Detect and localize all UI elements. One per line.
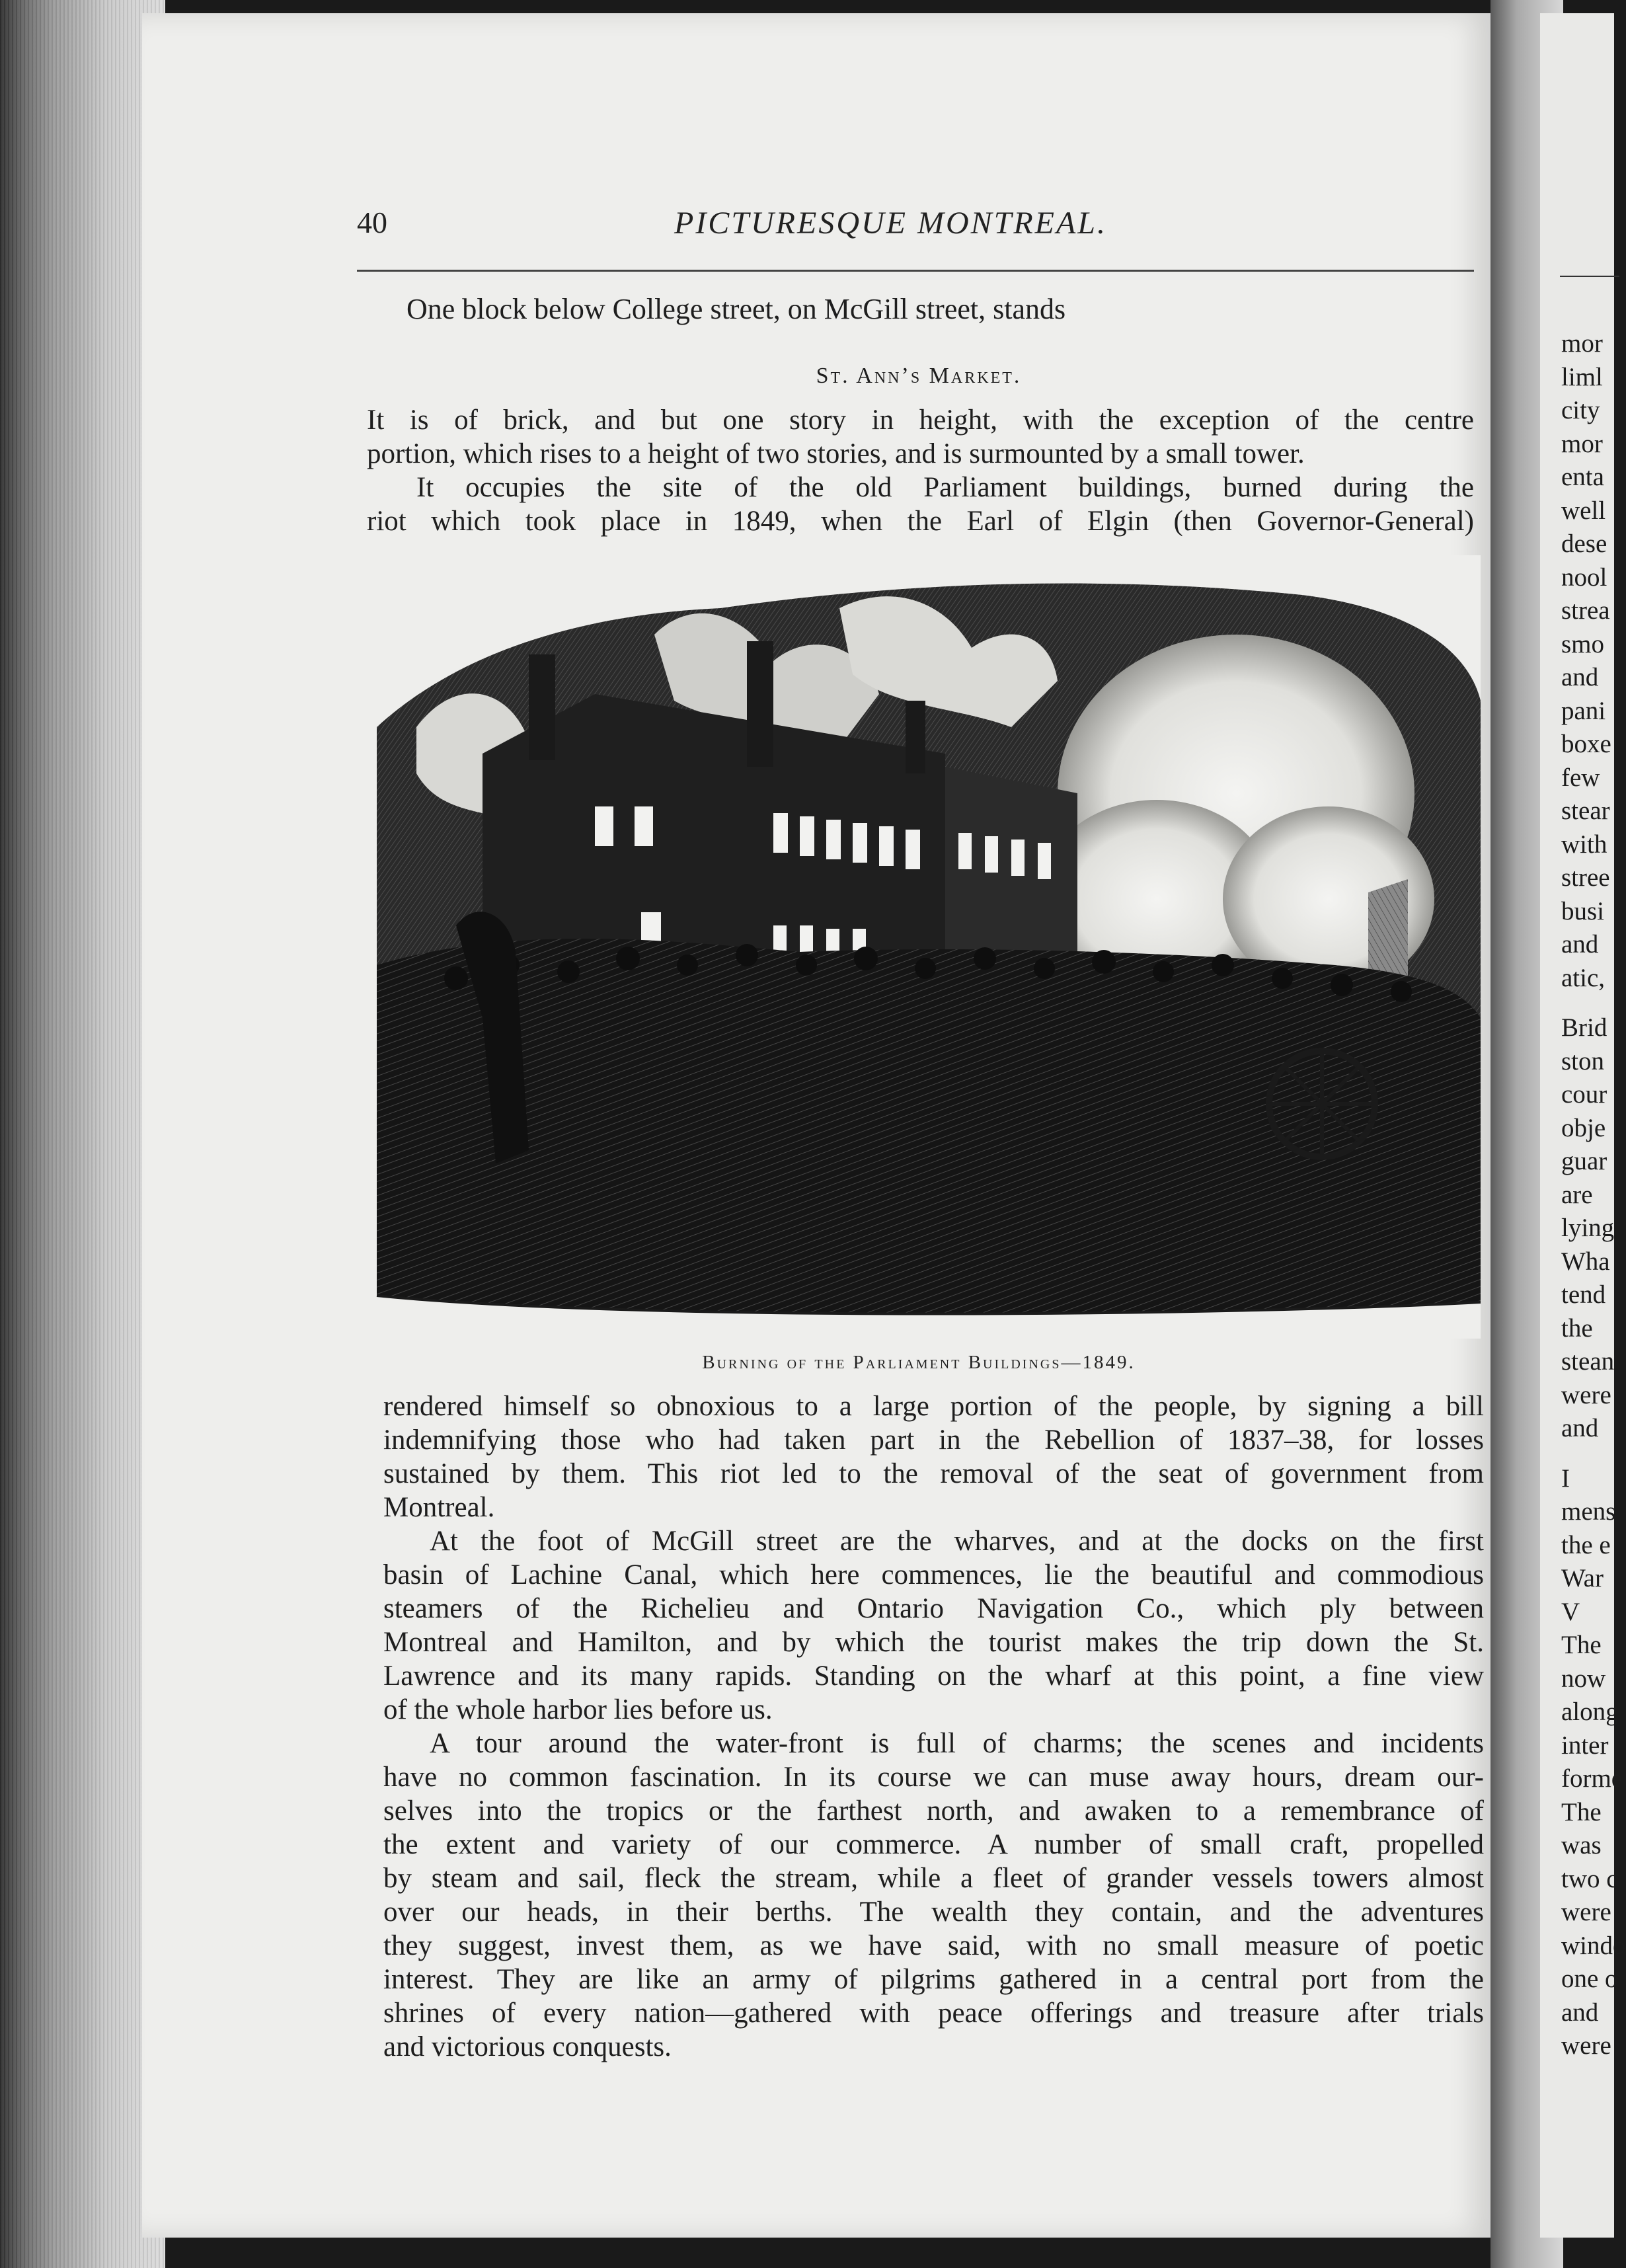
facing-page-word: War	[1561, 1564, 1604, 1592]
text-line: have no common fascination. In its course we can muse away hours, dream our-	[383, 1762, 1484, 1793]
facing-page-word: ston	[1561, 1046, 1605, 1075]
facing-page-word: and	[1561, 1998, 1599, 2027]
text-line: the extent and variety of our commerce. A number of small craft, propelled	[383, 1829, 1484, 1860]
facing-page-word: forme	[1561, 1764, 1623, 1793]
text-line: A tour around the water-front is full of charms; the scenes and incidents	[430, 1728, 1484, 1759]
facing-page-word: mor	[1561, 329, 1603, 358]
facing-page-word: were	[1561, 1898, 1611, 1926]
facing-page-word: boxe	[1561, 730, 1611, 758]
text-line: At the foot of McGill street are the wharves, and at the docks on the first	[430, 1526, 1484, 1557]
text-line: of the whole harbor lies before us.	[383, 1694, 773, 1725]
facing-page-word: mens	[1561, 1497, 1616, 1526]
facing-page-word: with	[1561, 830, 1607, 859]
facing-page-word: nool	[1561, 563, 1607, 592]
book-page-edges	[0, 0, 165, 2268]
facing-page-word: now	[1561, 1664, 1606, 1693]
body-text-bottom	[383, 1389, 1484, 2064]
text-line: over our heads, in their berths. The wealth they contain, and the adventures	[383, 1897, 1484, 1928]
running-title: PICTURESQUE MONTREAL.	[674, 206, 1107, 241]
facing-page-word: Brid	[1561, 1013, 1607, 1042]
text-line: Montreal and Hamilton, and by which the tourist makes the trip down the St.	[383, 1627, 1484, 1658]
facing-page-word: cour	[1561, 1080, 1607, 1109]
text-line: indemnifying those who had taken part in the Rebellion of 1837–38, for losses	[383, 1425, 1484, 1456]
text-line: rendered himself so obnoxious to a large portion of the people, by signing a bill	[383, 1391, 1484, 1422]
header-rule	[357, 270, 1474, 272]
facing-page-word: lying	[1561, 1214, 1615, 1242]
engraving-burning-parliament	[377, 555, 1481, 1339]
text-line: interest. They are like an army of pilgrims gathered in a central port from the	[383, 1964, 1484, 1995]
facing-page-word: stree	[1561, 863, 1610, 892]
facing-page-word: two c	[1561, 1864, 1618, 1893]
facing-page-word: inter	[1561, 1731, 1609, 1760]
facing-page-word: V	[1561, 1597, 1580, 1626]
facing-page-word: one o	[1561, 1965, 1618, 1993]
facing-page-word: stean	[1561, 1347, 1615, 1376]
facing-page-word: Wha	[1561, 1247, 1610, 1276]
text-line: steamers of the Richelieu and Ontario Navigation Co., which ply between	[383, 1593, 1484, 1624]
facing-page-word: smo	[1561, 629, 1605, 658]
running-head	[357, 205, 1481, 245]
facing-page-word: enta	[1561, 463, 1604, 491]
facing-page-word: strea	[1561, 596, 1610, 625]
text-line: selves into the tropics or the farthest north, and awaken to a remembrance of	[383, 1795, 1484, 1826]
facing-page-word: obje	[1561, 1113, 1606, 1142]
facing-page-word: along	[1561, 1698, 1619, 1726]
section-heading: St. Ann’s Market.	[816, 364, 1022, 388]
facing-page-word: were	[1561, 1380, 1611, 1409]
text-line: Montreal.	[383, 1492, 495, 1523]
facing-page-word: were	[1561, 2031, 1611, 2060]
facing-page-word: pani	[1561, 696, 1606, 725]
facing-page-word: and	[1561, 663, 1599, 691]
facing-page-word: The	[1561, 1631, 1602, 1659]
facing-page-word: guar	[1561, 1147, 1607, 1175]
text-line: basin of Lachine Canal, which here commences, lie the beautiful and commodious	[383, 1559, 1484, 1590]
intro-line: One block below College street, on McGill street, stands	[406, 293, 1066, 325]
page-number: 40	[357, 206, 387, 239]
facing-page-word: the	[1561, 1313, 1593, 1343]
text-line: they suggest, invest them, as we have said, with no small measure of poetic	[383, 1930, 1484, 1961]
text-line: shrines of every nation—gathered with peace offerings and treasure after trials	[383, 1998, 1484, 2029]
illustration-caption: Burning of the Parliament Buildings—1849.	[702, 1352, 1136, 1373]
facing-page-word: liml	[1561, 362, 1603, 391]
text-line: by steam and sail, fleck the stream, while a fleet of grander vessels towers almost	[383, 1863, 1484, 1894]
text-line: It occupies the site of the old Parliament buildings, burned during the	[416, 472, 1474, 503]
text-line: Lawrence and its many rapids. Standing on the wharf at this point, a fine view	[383, 1661, 1484, 1692]
facing-page-word: windo	[1561, 1931, 1626, 1960]
facing-page-word: and	[1561, 1414, 1599, 1442]
facing-page-word: are	[1561, 1180, 1593, 1209]
text-line: sustained by them. This riot led to the removal of the seat of government from	[383, 1458, 1484, 1489]
text-line: riot which took place in 1849, when the Earl of Elgin (then Governor-General)	[367, 506, 1474, 537]
facing-page-word: busi	[1561, 896, 1605, 925]
facing-page-word: I	[1561, 1464, 1570, 1493]
facing-page-word: The	[1561, 1797, 1602, 1826]
facing-page-word: dese	[1561, 529, 1607, 558]
facing-page-word: and	[1561, 930, 1599, 958]
facing-page-word: tend	[1561, 1280, 1606, 1309]
facing-page-word: atic,	[1561, 963, 1606, 992]
facing-page-word: few	[1561, 763, 1600, 792]
body-text-top	[367, 403, 1474, 538]
facing-page-word: city	[1561, 396, 1600, 424]
facing-page-fragment	[1540, 13, 1626, 2238]
text-line: and victorious conquests.	[383, 2031, 672, 2062]
facing-page-word: was	[1561, 1831, 1602, 1859]
text-line: It is of brick, and but one story in height, with the exception of the centre	[367, 405, 1474, 436]
text-line: portion, which rises to a height of two stories, and is surmounted by a small tower.	[367, 438, 1305, 469]
facing-page-word: stear	[1561, 797, 1610, 825]
facing-page-word: well	[1561, 496, 1606, 525]
facing-page-word: mor	[1561, 429, 1603, 458]
facing-page-word: the e	[1561, 1530, 1611, 1559]
